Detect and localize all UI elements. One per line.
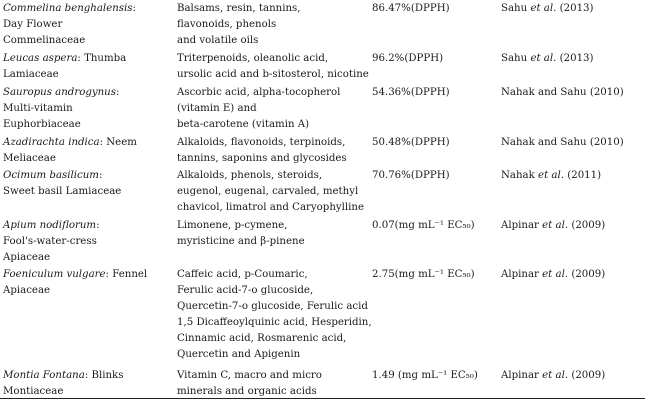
table-row-6-activity: 2.75(mg mL⁻¹ EC₅₀) [372, 269, 475, 280]
table-row-2-activity: 54.36%(DPPH) [372, 87, 450, 98]
table-row-5-reference: Alpinar et al. (2009) [501, 220, 606, 231]
table-row-3-activity: 50.48%(DPPH) [372, 137, 450, 148]
table-row-2-reference: Nahak and Sahu (2010) [501, 87, 624, 98]
table-row-7-reference: Alpinar et al. (2009) [501, 370, 606, 381]
table-row-4-activity: 70.76%(DPPH) [372, 170, 450, 181]
table-row-1-reference: Sahu et al. (2013) [501, 53, 594, 64]
table-row-1-compounds: Triterpenoids, oleanolic acid, ursolic acid and b-sitosterol, nicotine [177, 53, 369, 80]
table-row-6-reference: Alpinar et al. (2009) [501, 269, 606, 280]
table-row-1-plant: Leucas aspera: Thumba Lamiaceae [3, 53, 127, 80]
table-row-2-compounds: Ascorbic acid, alpha-tocopherol (vitamin E) and beta-carotene (vitamin A) [177, 87, 341, 130]
table-row-3-plant: Azadirachta indica: Neem Meliaceae [3, 137, 137, 164]
table-row-6-plant: Foeniculum vulgare: Fennel Apiaceae [3, 269, 148, 296]
table-row-5-compounds: Limonene, p-cymene, myristicine and β-pinene [177, 220, 305, 247]
table-row-3-reference: Nahak and Sahu (2010) [501, 137, 624, 148]
table-row-0-plant: Commelina benghalensis: Day Flower Commelinaceae [3, 3, 136, 46]
table-row-5-activity: 0.07(mg mL⁻¹ EC₅₀) [372, 220, 475, 231]
table-row-0-activity: 86.47%(DPPH) [372, 3, 450, 14]
table-row-2-plant: Sauropus androgynus: Multi-vitamin Euphorbiaceae [3, 87, 120, 130]
table-row-4-compounds: Alkaloids, phenols, steroids, eugenol, eugenal, carvaled, methyl chavicol, limatrol and Caryophylline [177, 170, 364, 213]
table-row-4-reference: Nahak et al. (2011) [501, 170, 602, 181]
table-row-7-compounds: Vitamin C, macro and micro minerals and organic acids [177, 370, 322, 397]
table-row-1-activity: 96.2%(DPPH) [372, 53, 444, 64]
table-row-7-activity: 1.49 (mg mL⁻¹ EC₅₀) [372, 370, 478, 381]
table-row-7-plant: Montia Fontana: Blinks Montiaceae [3, 370, 124, 397]
table-row-5-plant: Apium nodiflorum: Fool's-water-cress Apiaceae [3, 220, 100, 263]
table-bottom-rule [0, 398, 645, 399]
table-row-0-reference: Sahu et al. (2013) [501, 3, 594, 14]
table-row-4-plant: Ocimum basilicum: Sweet basil Lamiaceae [3, 170, 122, 197]
table-row-3-compounds: Alkaloids, flavonoids, terpinoids, tannins, saponins and glycosides [177, 137, 347, 164]
table-row-0-compounds: Balsams, resin, tannins, flavonoids, phenols and volatile oils [177, 3, 301, 46]
table-row-6-compounds: Caffeic acid, p-Coumaric, Ferulic acid-7-o glucoside, Quercetin-7-o glucoside, Ferulic acid 1,5 Dicaffeoylquinic acid, Hesperidin, Cinnamic acid, Rosmarenic acid, Quercetin and Apigenin [177, 269, 372, 360]
